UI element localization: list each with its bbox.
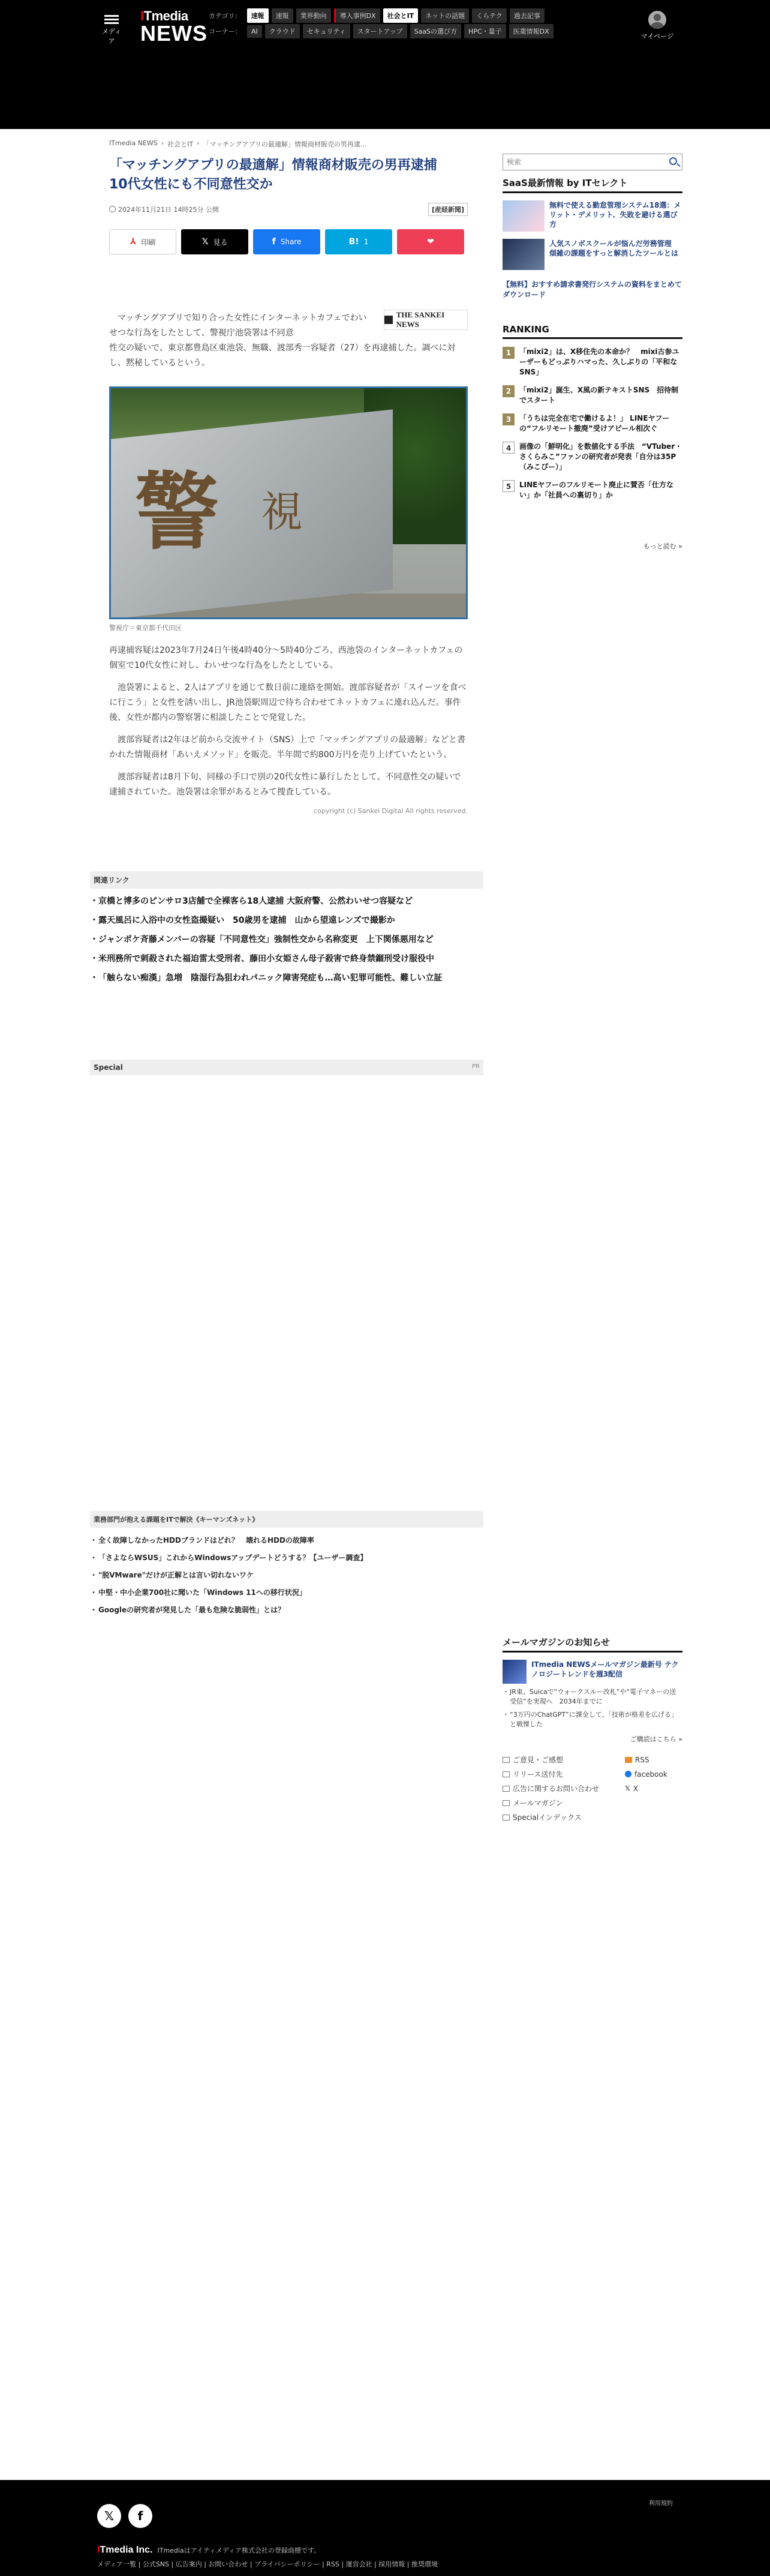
subscribe-link[interactable]: ご購読はこちら » bbox=[630, 1735, 682, 1743]
special-index-link[interactable]: Specialインデックス bbox=[503, 1812, 625, 1822]
sankei-mark-icon bbox=[384, 316, 393, 324]
mail-heading: メールマガジンのお知らせ bbox=[503, 1636, 682, 1653]
body-paragraph: 池袋署によると、2人はアプリを通じて数日前に連絡を開始。渡部容疑者が「スイーツを食べに行こう」と女性を誘い出し、JR池袋駅周辺で待ち合わせてネットカフェに連れ込んだ。事件後、女性が都内の警察署に相談したことで発覚した。 bbox=[109, 683, 467, 722]
mail-icon bbox=[503, 1771, 510, 1777]
logo-top: Tmedia bbox=[143, 8, 188, 23]
ranking-item[interactable]: 3 「うちは完全在宅で働けるよ！」 LINEヤフーの“フルリモート撤廃”受けアピール相次ぐ bbox=[503, 413, 682, 434]
mypage-button[interactable] bbox=[639, 11, 675, 41]
hatena-icon: B! bbox=[348, 237, 359, 247]
rank-number: 3 bbox=[503, 413, 515, 425]
saas-item[interactable]: 人気スノボスクールが悩んだ労務管理 煩雑の課題をすっと解消したツールとは bbox=[503, 239, 682, 270]
ranking-section bbox=[503, 324, 682, 551]
ranking-item[interactable]: 1 「mixi2」は、X移住先の本命か？ mixi古参ユーザーもどっぷりハマった、久しぶりの「平和なSNS」 bbox=[503, 347, 682, 377]
search-box bbox=[503, 154, 682, 170]
body-paragraph: 渡部容疑者は8月下旬、同様の手口で別の20代女性に暴行したとして、不同意性交の疑いで逮捕されていた。池袋署は余罪があるとみて捜査している。 bbox=[109, 772, 461, 797]
related-link[interactable]: ・ 露天風呂に入浴中の女性盗撮疑い 50歳男を逮捕 山から望遠レンズで撮影か bbox=[90, 914, 483, 927]
category-chip-active[interactable]: 社会とIT bbox=[383, 8, 419, 23]
saas-section bbox=[503, 176, 682, 300]
facebook-icon bbox=[625, 1771, 631, 1777]
rss-link[interactable]: RSS bbox=[625, 1755, 682, 1765]
category-chip[interactable]: ネットの話題 bbox=[421, 8, 469, 23]
source-tag: [産経新聞] bbox=[428, 203, 468, 216]
related-link[interactable]: ・ 「触らない痴漢」急増 陰湿行為狙われパニック障害発症も…高い犯罪可能性、難しい立証 bbox=[90, 971, 483, 985]
breadcrumb: ITmedia NEWS › 社会とIT › 「マッチングアプリの最適解」情報商材販売の男再逮... bbox=[109, 139, 367, 148]
trademark-note: ITmediaはアイティメディア株式会社の登録商標です。 bbox=[157, 2547, 321, 2554]
share-buttons bbox=[109, 229, 468, 254]
related-links bbox=[90, 871, 483, 991]
corner-chip[interactable]: スタートアップ bbox=[353, 24, 407, 38]
keyman-box bbox=[90, 1511, 483, 1622]
ranking-heading: RANKING bbox=[503, 324, 682, 339]
hamburger-icon bbox=[104, 15, 119, 17]
facebook-icon: f bbox=[272, 237, 276, 247]
sankei-logo: THE SANKEI NEWS bbox=[384, 310, 468, 330]
category-chip[interactable]: 導入事例DX bbox=[334, 8, 380, 23]
photo-kanji: 警 bbox=[135, 463, 219, 562]
article-meta bbox=[109, 203, 468, 216]
keyman-link[interactable]: ・ Googleの研究者が発見した「最も危険な脆弱性」とは？ bbox=[90, 1605, 483, 1615]
special-heading: Special bbox=[94, 1063, 123, 1072]
related-link[interactable]: ・ 米刑務所で刺殺された福迫雷太受刑者、藤田小女姫さん母子殺害で終身禁錮刑受け服役中 bbox=[90, 952, 483, 965]
ranking-item[interactable]: 5 LINEヤフーのフルリモート廃止に賛否「仕方ない」か「社員への裏切り」か bbox=[503, 480, 682, 500]
search-input[interactable] bbox=[503, 154, 659, 170]
breadcrumb-item[interactable]: ITmedia NEWS bbox=[109, 139, 158, 147]
corner-chip[interactable]: 医薬情報DX bbox=[509, 24, 554, 38]
rank-number: 2 bbox=[503, 385, 515, 397]
article-photo bbox=[109, 386, 468, 619]
search-icon[interactable] bbox=[669, 157, 677, 165]
x-icon: 𝕏 bbox=[201, 237, 209, 247]
body-paragraph: 再逮捕容疑は2023年7月24日午後4時40分〜5時40分ごろ、西池袋のインターネットカフェの個室で10代女性に対し、わいせつな行為をしたとしている。 bbox=[109, 646, 463, 670]
utility-links bbox=[503, 1755, 682, 1822]
ranking-item[interactable]: 2 「mixi2」誕生、X風の新テキストSNS 招待制でスタート bbox=[503, 385, 682, 406]
corp-logo[interactable]: ITmedia Inc. bbox=[97, 2545, 153, 2555]
corner-chip[interactable]: セキュリティ bbox=[303, 24, 350, 38]
print-button[interactable]: ⅄ 印刷 bbox=[109, 229, 176, 254]
breadcrumb-item[interactable]: 社会とIT bbox=[167, 140, 194, 148]
menu-label: メディア bbox=[101, 28, 122, 45]
publish-date: 2024年11月21日 14時25分 公開 bbox=[109, 205, 219, 214]
mail-icon bbox=[503, 1800, 510, 1806]
article-title: 「マッチングアプリの最適解」情報商材販売の男再逮捕 10代女性にも不同意性交か bbox=[109, 158, 450, 192]
footer-links[interactable]: メディア一覧 | 公式SNS | 広告案内 | お問い合わせ | プライバシーポリシー | RSS | 運営会社 | 採用情報 | 推奨環境 bbox=[97, 2560, 438, 2568]
related-heading: 関連リンク bbox=[90, 871, 483, 889]
corner-chip[interactable]: SaaSの選び方 bbox=[410, 24, 461, 38]
category-chip[interactable]: くらテク bbox=[472, 8, 507, 23]
feedback-link[interactable]: ご意見・ご感想 bbox=[503, 1755, 625, 1765]
logo-bottom: NEWS bbox=[140, 21, 207, 46]
body-paragraph: 渡部容疑者は2年ほど前から交流サイト（SNS）上で「マッチングアプリの最適解」などと書かれた情報商材「あいえメソッド」を販売。半年間で約800万円を売り上げていたという。 bbox=[109, 735, 466, 760]
corner-chip[interactable]: HPC・量子 bbox=[464, 24, 506, 38]
rank-number: 4 bbox=[503, 442, 515, 454]
copyright: copyright (c) Sankei Digital All rights reserved. bbox=[314, 807, 468, 815]
category-nav: カテゴリ： 速報 速報 業界動向 導入事例DX 社会とIT ネットの話題 くらテク 過去記事 bbox=[209, 8, 545, 23]
corner-nav: コーナー： AI クラウド セキュリティ スタートアップ SaaSの選び方 HPC・量子 医薬情報DX bbox=[209, 24, 554, 38]
release-link[interactable]: リリース送付先 bbox=[503, 1769, 625, 1779]
x-share-button[interactable]: 𝕏 見る bbox=[181, 229, 248, 254]
article-body bbox=[109, 643, 468, 800]
category-chip[interactable]: 速報 bbox=[272, 8, 293, 23]
sidebar bbox=[503, 154, 682, 551]
keyman-link[interactable]: ・ 「さよならWSUS」これからWindowsアップデートどうする？【ユーザー調査】 bbox=[90, 1552, 483, 1563]
saas-heading: SaaS最新情報 by ITセレクト bbox=[503, 176, 682, 193]
newsletter-icon bbox=[503, 1660, 527, 1684]
mail-magazine-section bbox=[503, 1636, 682, 1822]
facebook-share-button[interactable]: f Share bbox=[253, 229, 320, 254]
rss-icon bbox=[625, 1757, 632, 1763]
related-link[interactable]: ・ ジャンポケ斉藤メンバーの容疑「不同意性交」強制性交から名称変更 上下関係悪用など bbox=[90, 933, 483, 946]
pr-label: PR bbox=[472, 1063, 480, 1070]
mail-icon bbox=[503, 1757, 510, 1763]
mail-magazine-link[interactable]: メールマガジン bbox=[503, 1798, 625, 1808]
category-chip[interactable]: 過去記事 bbox=[510, 8, 545, 23]
keyman-link[interactable]: ・ 全く故障しなかったHDDブランドはどれ？ 壊れるHDDの故障率 bbox=[90, 1535, 483, 1546]
mail-sub-link[interactable]: ・ “3万円のChatGPT”に課金して、「技術が格差を広げる」と戦慄した bbox=[503, 1710, 682, 1729]
corner-chip[interactable]: AI bbox=[247, 25, 262, 38]
saas-download-link[interactable]: 【無料】おすすめ請求書発行システムの資料をまとめてダウンロード bbox=[503, 280, 682, 299]
ranking-item[interactable]: 4 画像の「鮮明化」を数値化する手法 “VTuber・さくらみこ”ファンの研究者が発表「自分は35P（みこぴー）」 bbox=[503, 442, 682, 472]
mail-magazine-item[interactable]: ITmedia NEWSメールマガジン最新号 テクノロジートレンドを週3配信 bbox=[503, 1660, 682, 1684]
facebook-link[interactable]: facebook bbox=[625, 1769, 682, 1779]
x-icon[interactable]: 𝕏 bbox=[97, 2504, 121, 2528]
corner-chip[interactable]: クラウド bbox=[265, 24, 300, 38]
photo-caption: 警視庁＝東京都千代田区 bbox=[109, 624, 182, 632]
clock-icon bbox=[109, 206, 116, 212]
special-section bbox=[90, 1060, 483, 1075]
terms-link[interactable]: 利用規約 bbox=[649, 2500, 673, 2507]
menu-button[interactable] bbox=[100, 13, 124, 46]
print-icon: ⅄ bbox=[130, 237, 137, 247]
article bbox=[109, 156, 468, 815]
mail-sub-link[interactable]: ・ JR東、Suicaで“ウォークスルー改札”や“電子マネーの送受信”を実現へ 2034年までに bbox=[503, 1687, 682, 1707]
lead-paragraph-cont: 性交の疑いで、東京都豊島区東池袋、無職、渡部秀一容疑者（27）を再逮捕した。調べに対し、黙秘しているという。 bbox=[109, 343, 456, 368]
category-chip[interactable]: 速報 bbox=[247, 8, 269, 23]
more-ranking-link[interactable]: もっと読む » bbox=[643, 542, 682, 550]
hatena-bookmark-button[interactable]: B! 1 bbox=[325, 229, 392, 254]
rank-number: 1 bbox=[503, 347, 515, 359]
doc-icon bbox=[503, 1815, 510, 1821]
x-icon: 𝕏 bbox=[625, 1785, 630, 1792]
corp-info bbox=[97, 2545, 320, 2556]
mail-icon bbox=[503, 1786, 510, 1792]
keyman-link[interactable]: ・ 中堅・中小企業700社に聞いた「Windows 11への移行状況」 bbox=[90, 1587, 483, 1598]
footer-social bbox=[97, 2504, 152, 2528]
rank-number: 5 bbox=[503, 480, 515, 492]
photo-kanji: 視 bbox=[261, 487, 303, 536]
saas-item[interactable]: 無料で使える勤怠管理システム18選：メリット・デメリット、失敗を避ける選び方 bbox=[503, 200, 682, 232]
pocket-button[interactable] bbox=[397, 229, 464, 254]
x-link[interactable]: 𝕏 X bbox=[625, 1784, 639, 1793]
site-footer bbox=[0, 2480, 770, 2576]
keyman-link[interactable]: ・ "脱VMware"だけが正解とは言い切れないワケ bbox=[90, 1570, 483, 1581]
lead-paragraph: マッチングアプリで知り合った女性にインターネットカフェでわいせつな行為をしたとして、警視庁池袋署は不同意 bbox=[109, 313, 367, 338]
saas-thumbnail bbox=[503, 239, 545, 270]
ad-inquiry-link[interactable]: 広告に関するお問い合わせ bbox=[503, 1783, 625, 1794]
mypage-label: マイページ bbox=[640, 32, 674, 40]
category-chip[interactable]: 業界動向 bbox=[296, 8, 331, 23]
facebook-icon[interactable]: f bbox=[128, 2504, 152, 2528]
related-link[interactable]: ・ 京橋と博多のピンサロ3店舗で全裸客ら18人逮捕 大阪府警、公然わいせつ容疑など bbox=[90, 895, 483, 908]
pocket-icon: ❤ bbox=[427, 237, 434, 247]
breadcrumb-current: 「マッチングアプリの最適解」情報商材販売の男再逮... bbox=[203, 140, 367, 148]
saas-thumbnail bbox=[503, 200, 545, 232]
site-logo[interactable]: ITmedia NEWS bbox=[140, 8, 207, 46]
user-icon bbox=[648, 11, 666, 29]
article-lead bbox=[109, 311, 468, 371]
keyman-heading: 業務部門が抱える課題をITで解決《キーマンズネット》 bbox=[90, 1511, 483, 1528]
site-header bbox=[0, 0, 770, 129]
